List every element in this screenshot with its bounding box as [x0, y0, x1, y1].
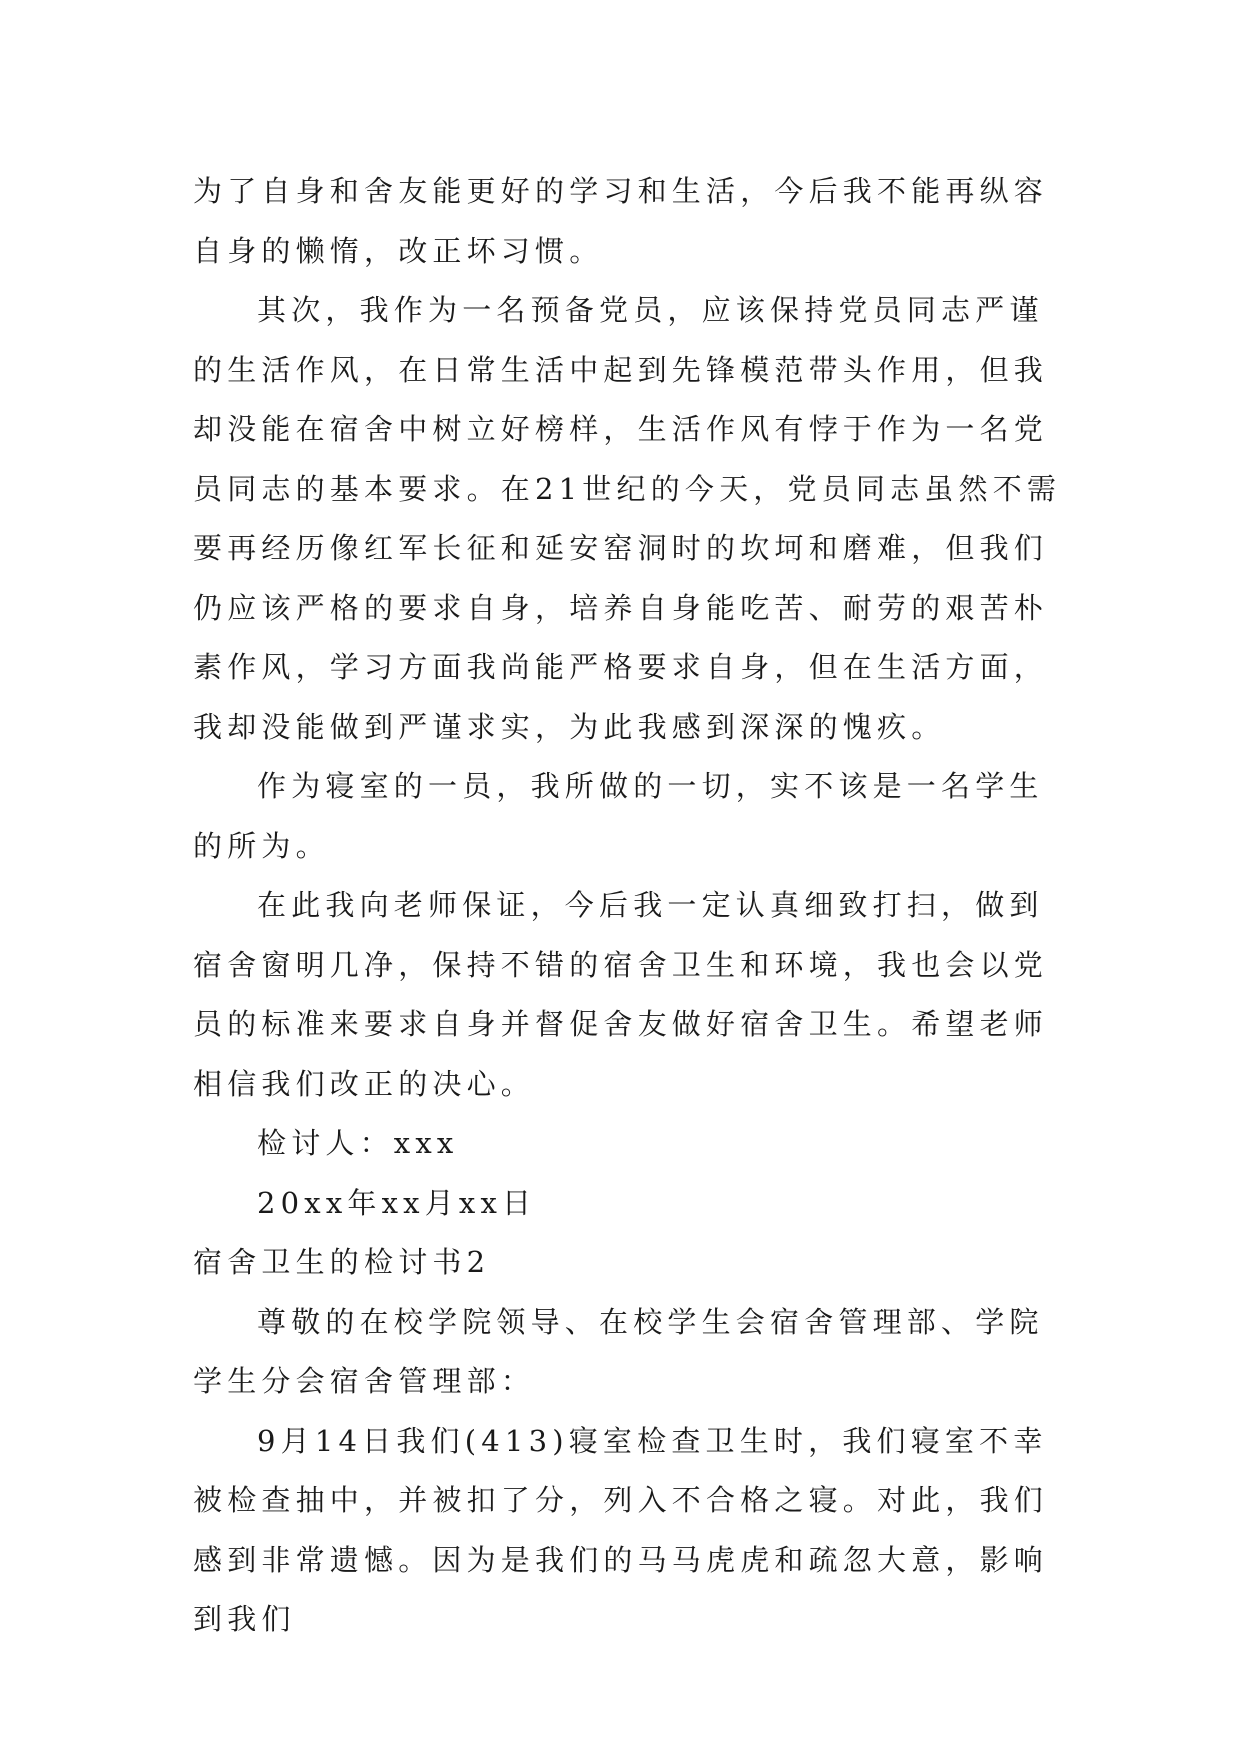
section-heading: 宿舍卫生的检讨书2: [193, 1245, 491, 1279]
paragraph-dorm-member: 作为寝室的一员，我所做的一切，实不该是一名学生的所为。: [193, 769, 1044, 863]
document-body: [193, 162, 1073, 1650]
date-line: 20xx年xx月xx日: [257, 1185, 537, 1220]
paragraph-promise: 在此我向老师保证，今后我一定认真细致打扫，做到宿舍窗明几净，保持不错的宿舍卫生和环境，我也会以党员的标准来要求自身并督促舍友做好宿舍卫生。希望老师相信我们改正的决心。: [193, 888, 1049, 1101]
paragraph-party-member: 其次，我作为一名预备党员，应该保持党员同志严谨的生活作风，在日常生活中起到先锋模范带头作用，但我却没能在宿舍中树立好榜样，生活作风有悖于作为一名党员同志的基本要求。在21世纪的今天，党员同志虽然不需要再经历像红军长征和延安窑洞时的坎坷和磨难，但我们仍应该严格的要求自身，培养自身能吃苦、耐劳的艰苦朴素作风，学习方面我尚能严格要求自身，但在生活方面，我却没能做到严谨求实，为此我感到深深的愧疚。: [193, 293, 1062, 744]
paragraph-inspection: 9月14日我们(413)寝室检查卫生时，我们寝室不幸被检查抽中，并被扣了分，列入不合格之寝。对此，我们感到非常遗憾。因为是我们的马马虎虎和疏忽大意，影响到我们: [193, 1423, 1049, 1636]
signature-line: 检讨人：xxx: [257, 1126, 459, 1160]
paragraph-continuation: 为了自身和舍友能更好的学习和生活，今后我不能再纵容自身的懒惰，改正坏习惯。: [193, 174, 1049, 268]
salutation: 尊敬的在校学院领导、在校学生会宿舍管理部、学院学生分会宿舍管理部：: [193, 1304, 1044, 1398]
